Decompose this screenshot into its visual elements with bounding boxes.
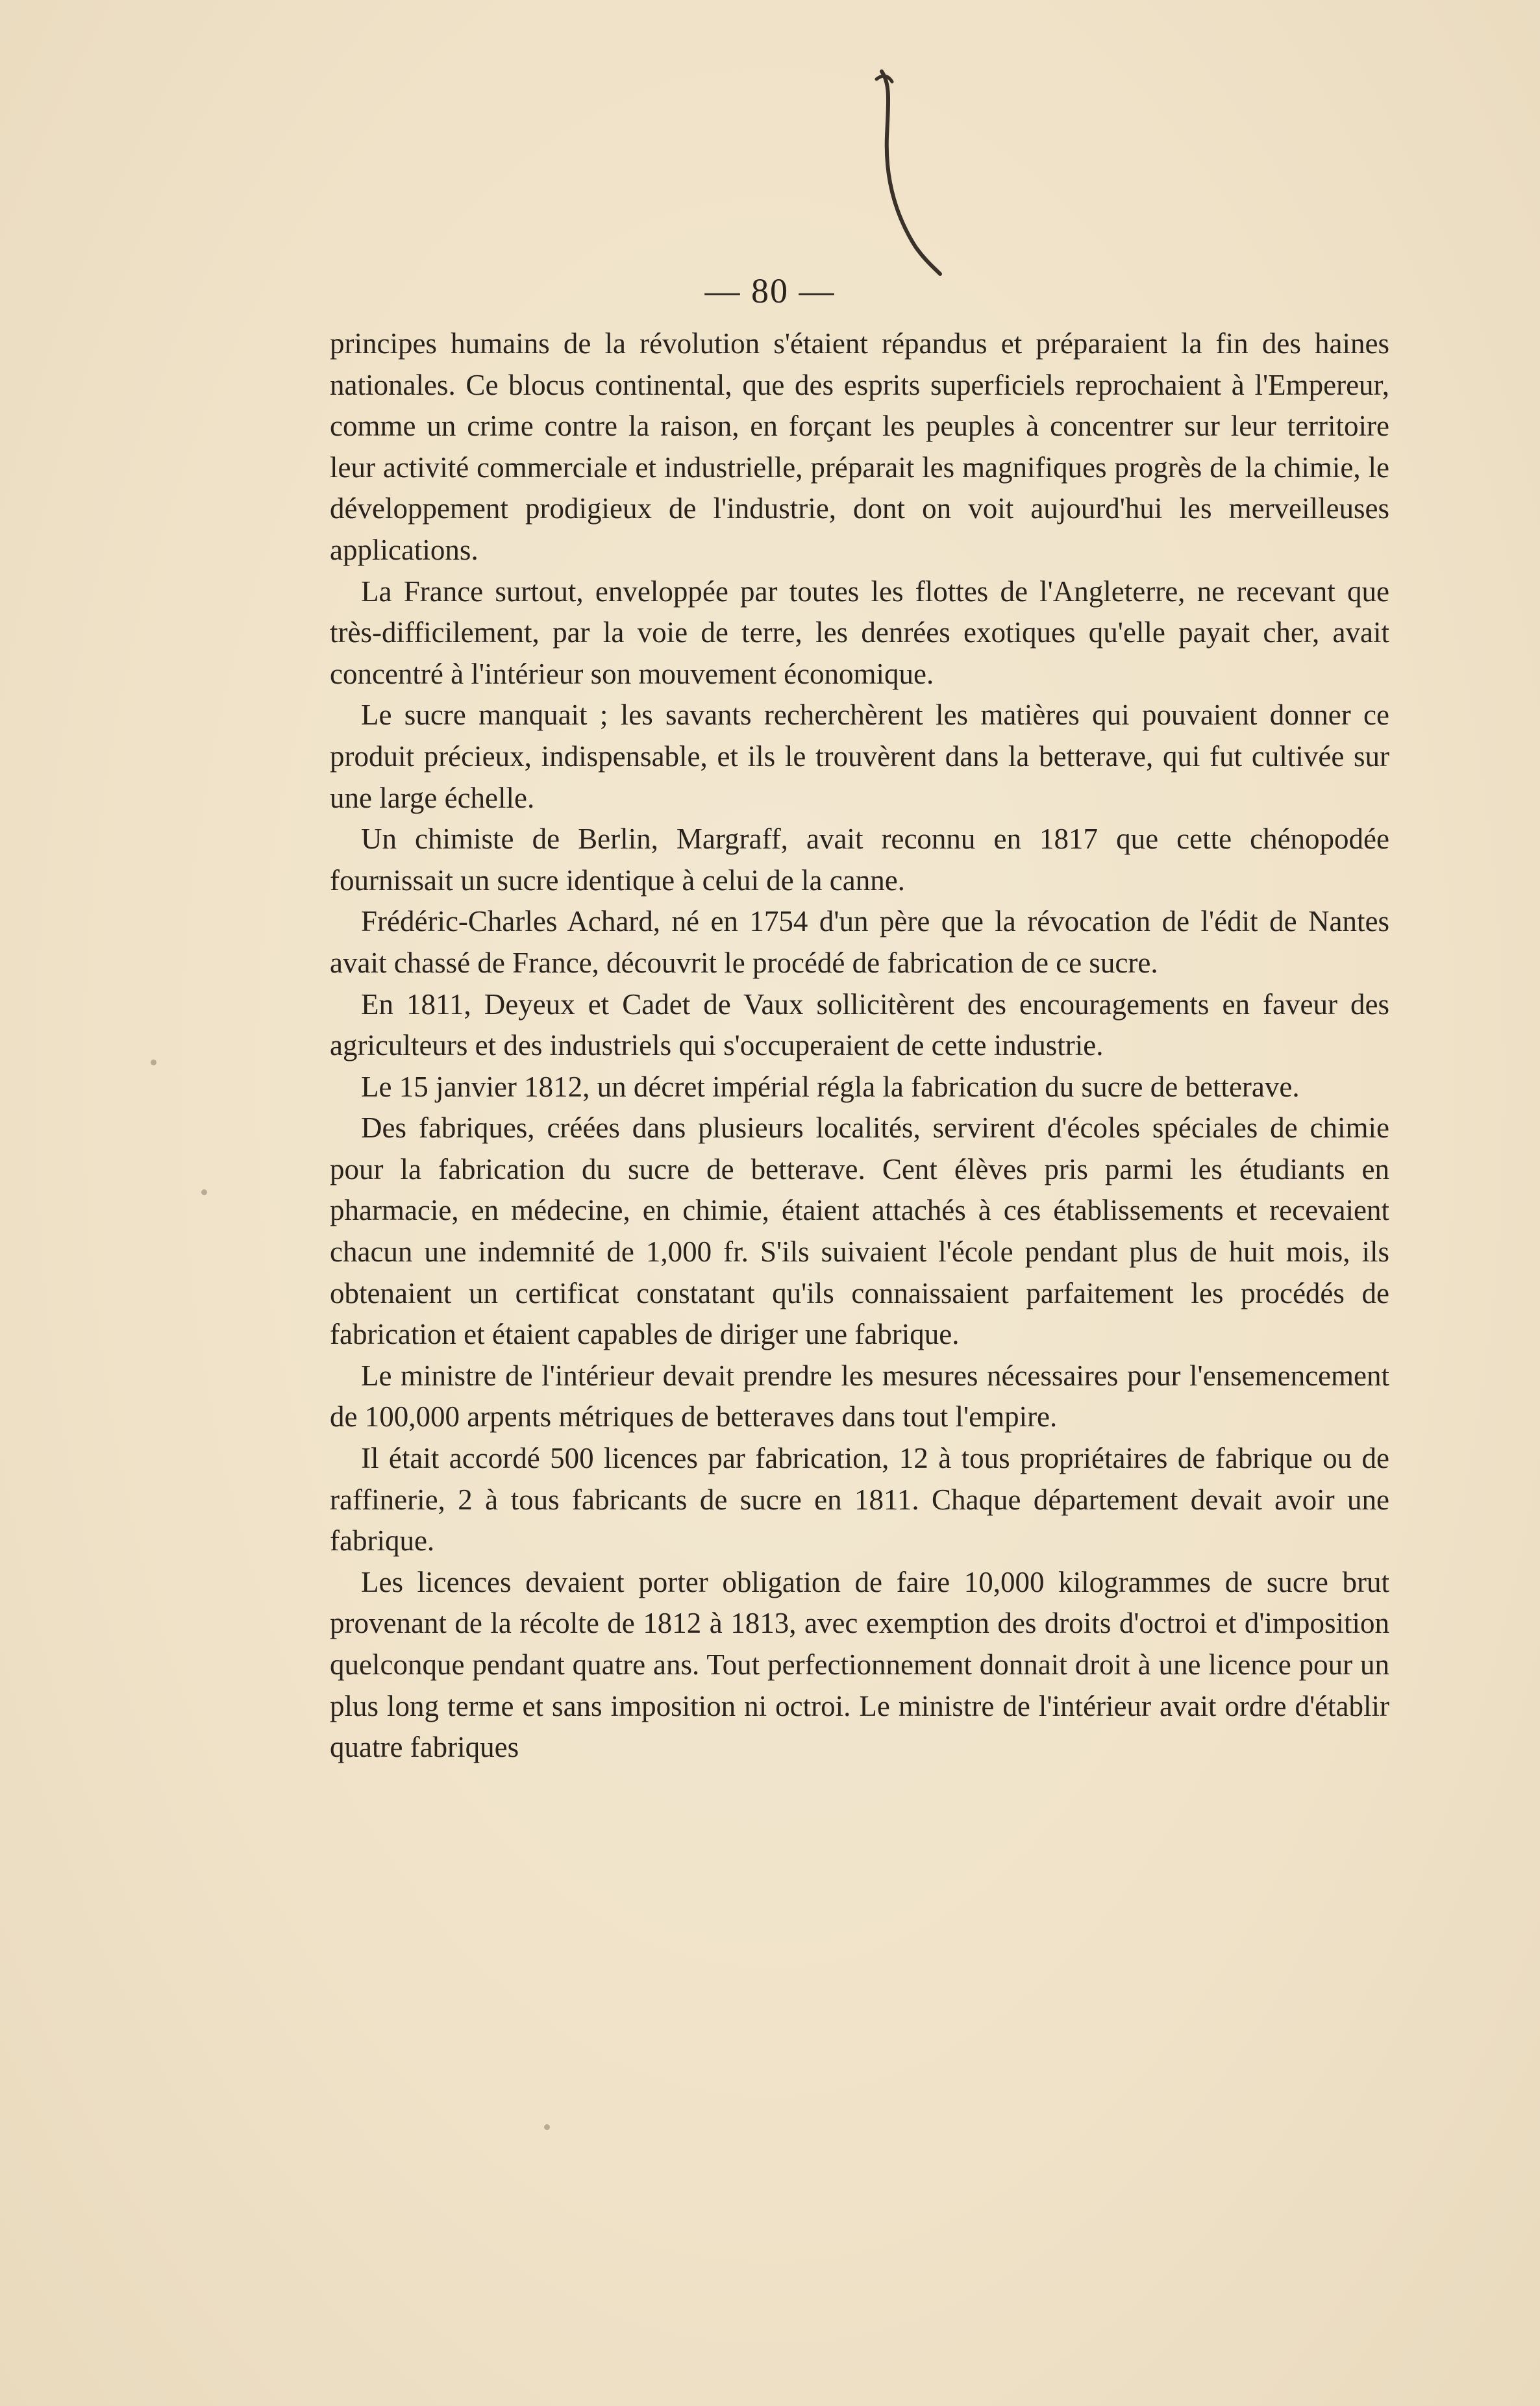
page-number: — 80 — [704, 271, 836, 310]
paragraph: Frédéric-Charles Achard, né en 1754 d'un père que la révocation de l'édit de Nantes avait chassé de France, découvrit le procédé de fabrication de ce sucre. [330, 905, 1389, 979]
paragraph: principes humains de la révolution s'étaient répandus et préparaient la fin des haines nationales. Ce blocus continental, que des esprits superficiels reprochaient à l'Empereur, comme un crime contre la raison, en forçant les peuples à concentrer sur leur territoire leur activité commerciale et industrielle, préparait les magnifiques progrès de la chimie, le développement prodigieux de l'industrie, dont on voit aujourd'hui les merveilleuses applications. [330, 327, 1389, 566]
paragraph: Le sucre manquait ; les savants recherchèrent les matières qui pouvaient donner ce produit précieux, indispensable, et ils le trouvèrent dans la betterave, qui fut cultivée sur une large échelle. [330, 699, 1389, 814]
body-text [330, 323, 1389, 1768]
paragraph: Un chimiste de Berlin, Margraff, avait reconnu en 1817 que cette chénopodée fournissait un sucre identique à celui de la canne. [330, 823, 1389, 897]
paragraph: Les licences devaient porter obligation de faire 10,000 kilogrammes de sucre brut provenant de la récolte de 1812 à 1813, avec exemption des droits d'octroi et d'imposition quelconque pendant quatre ans. Tout perfectionnement donnait droit à une licence pour un plus long terme et sans imposition ni octroi. Le ministre de l'intérieur avait ordre d'établir quatre fabriques [330, 1565, 1389, 1764]
paragraph: Des fabriques, créées dans plusieurs localités, servirent d'écoles spéciales de chimie pour la fabrication du sucre de betterave. Cent élèves pris parmi les étudiants en pharmacie, en médecine, en chimie, étaient attachés à ces établissements et recevaient chacun une indemnité de 1,000 fr. S'ils suivaient l'école pendant plus de huit mois, ils obtenaient un certificat constatant qu'ils connaissaient parfaitement les procédés de fabrication et étaient capables de diriger une fabrique. [330, 1111, 1389, 1351]
paragraph: En 1811, Deyeux et Cadet de Vaux sollicitèrent des encouragements en faveur des agriculteurs et des industriels qui s'occuperaient de cette industrie. [330, 987, 1389, 1062]
paper-speck [544, 2124, 550, 2130]
pencil-mark-icon [857, 65, 961, 279]
paragraph: Le 15 janvier 1812, un décret impérial régla la fabrication du sucre de betterave. [361, 1070, 1300, 1103]
paragraph: Le ministre de l'intérieur devait prendre les mesures nécessaires pour l'ensemencement de 100,000 arpents métriques de betteraves dans tout l'empire. [330, 1359, 1389, 1433]
paragraph: La France surtout, enveloppée par toutes les flottes de l'Angleterre, ne recevant que très-difficilement, par la voie de terre, les denrées exotiques qu'elle payait cher, avait concentré à l'intérieur son mouvement économique. [330, 575, 1389, 690]
paper-speck [151, 1060, 156, 1065]
paragraph: Il était accordé 500 licences par fabrication, 12 à tous propriétaires de fabrique ou de raffinerie, 2 à tous fabricants de sucre en 1811. Chaque département devait avoir une fabrique. [330, 1442, 1389, 1557]
paper-speck [201, 1189, 207, 1195]
